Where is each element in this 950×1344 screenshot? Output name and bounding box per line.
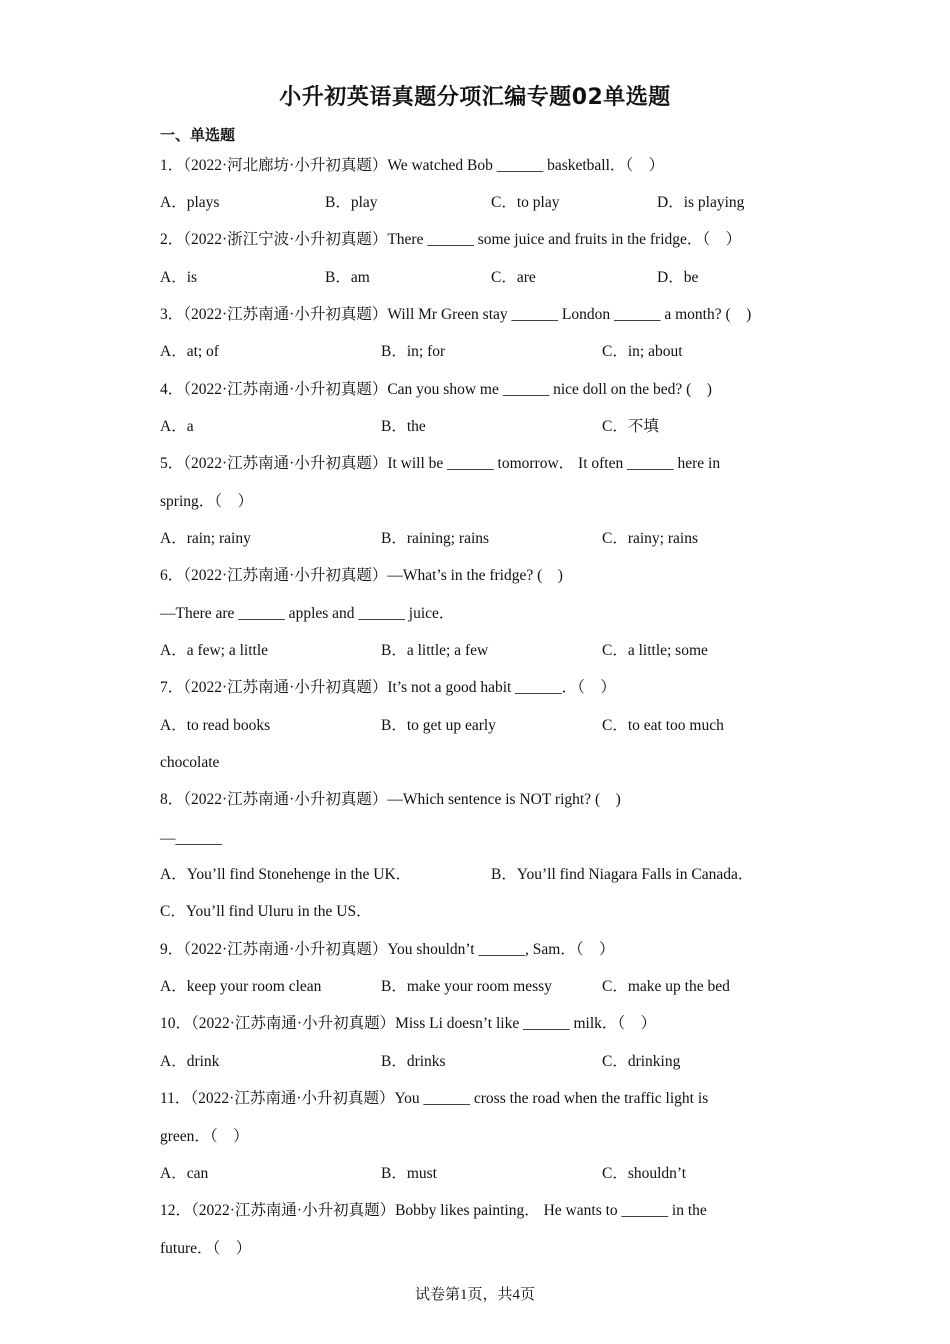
question-2-stem: 2．（2022·浙江宁波·小升初真题）There ______ some juice and fruits in the fridge．（ ） xyxy=(160,231,742,248)
question-10-option-a: A．drink xyxy=(160,1053,220,1070)
question-3-option-c: C．in; about xyxy=(602,343,683,360)
question-6-option-c: C．a little; some xyxy=(602,642,708,659)
question-6-option-a: A．a few; a little xyxy=(160,642,269,659)
section-heading: 一、单选题 xyxy=(160,126,236,144)
question-3-option-a: A．at; of xyxy=(160,343,219,360)
question-8-option-c: C．You’ll find Uluru in the US． xyxy=(160,903,372,920)
question-9-option-b: B．make your room messy xyxy=(381,978,552,995)
question-6-option-b: B．a little; a few xyxy=(381,642,489,659)
question-1-option-a: A．plays xyxy=(160,194,220,211)
question-5-option-a: A．rain; rainy xyxy=(160,530,251,547)
page-footer: 试卷第1页，共4页 xyxy=(414,1287,535,1303)
question-2-option-c: C．are xyxy=(491,269,536,286)
question-11-option-a: A．can xyxy=(160,1165,209,1182)
question-5-option-b: B．raining; rains xyxy=(381,530,490,547)
question-1-option-b: B．play xyxy=(325,194,378,211)
question-12-stem-continued: future．（ ） xyxy=(160,1240,252,1257)
question-1-stem: 1．（2022·河北廊坊·小升初真题）We watched Bob ______ basketball．（ ） xyxy=(160,157,665,174)
question-7-option-c: C．to eat too much xyxy=(602,717,724,734)
question-8-stem: 8．（2022·江苏南通·小升初真题）—Which sentence is NOT right? ( ) xyxy=(160,791,621,808)
question-7-option-b: B．to get up early xyxy=(381,717,496,734)
question-1-option-c: C．to play xyxy=(491,194,560,211)
question-7-option-a: A．to read books xyxy=(160,717,271,734)
question-10-option-c: C．drinking xyxy=(602,1053,681,1070)
question-8-option-a: A．You’ll find Stonehenge in the UK． xyxy=(160,866,412,883)
question-12-stem: 12．（2022·江苏南通·小升初真题）Bobby likes painting． He wants to ______ in the xyxy=(160,1202,707,1219)
question-4-stem: 4．（2022·江苏南通·小升初真题）Can you show me ______ nice doll on the bed? ( ) xyxy=(160,381,712,398)
question-9-stem: 9．（2022·江苏南通·小升初真题）You shouldn’t ______, Sam．（ ） xyxy=(160,941,615,958)
question-2-option-a: A．is xyxy=(160,269,198,286)
question-7-stem: 7．（2022·江苏南通·小升初真题）It’s not a good habit ______．（ ） xyxy=(160,679,616,696)
question-8-stem-continued: —______ xyxy=(160,830,222,847)
question-6-stem: 6．（2022·江苏南通·小升初真题）—What’s in the fridge? ( ) xyxy=(160,567,563,584)
page-title: 小升初英语真题分项汇编专题02单选题 xyxy=(279,85,671,110)
question-11-stem-continued: green．（ ） xyxy=(160,1128,249,1145)
question-5-option-c: C．rainy; rains xyxy=(602,530,698,547)
question-3-stem: 3．（2022·江苏南通·小升初真题）Will Mr Green stay ______ London ______ a month? ( ) xyxy=(160,306,752,323)
question-4-option-c: C．不填 xyxy=(602,418,659,435)
question-5-stem: 5．（2022·江苏南通·小升初真题）It will be ______ tomorrow． It often ______ here in xyxy=(160,455,721,472)
question-10-stem: 10．（2022·江苏南通·小升初真题）Miss Li doesn’t like ______ milk．（ ） xyxy=(160,1015,657,1032)
question-2-option-b: B．am xyxy=(325,269,370,286)
question-4-option-a: A．a xyxy=(160,418,194,435)
question-2-option-d: D．be xyxy=(657,269,699,286)
question-11-stem: 11．（2022·江苏南通·小升初真题）You ______ cross the road when the traffic light is xyxy=(160,1090,709,1107)
question-7-option-c-continued: chocolate xyxy=(160,754,220,771)
question-9-option-a: A．keep your room clean xyxy=(160,978,322,995)
question-10-option-b: B．drinks xyxy=(381,1053,446,1070)
question-4-option-b: B．the xyxy=(381,418,426,435)
question-11-option-b: B．must xyxy=(381,1165,437,1182)
question-8-option-b: B．You’ll find Niagara Falls in Canada． xyxy=(491,866,754,883)
question-5-stem-continued: spring．（ ） xyxy=(160,493,254,510)
question-3-option-b: B．in; for xyxy=(381,343,446,360)
question-9-option-c: C．make up the bed xyxy=(602,978,730,995)
question-11-option-c: C．shouldn’t xyxy=(602,1165,687,1182)
question-6-stem-continued: —There are ______ apples and ______ juice． xyxy=(160,605,455,622)
question-1-option-d: D．is playing xyxy=(657,194,745,211)
